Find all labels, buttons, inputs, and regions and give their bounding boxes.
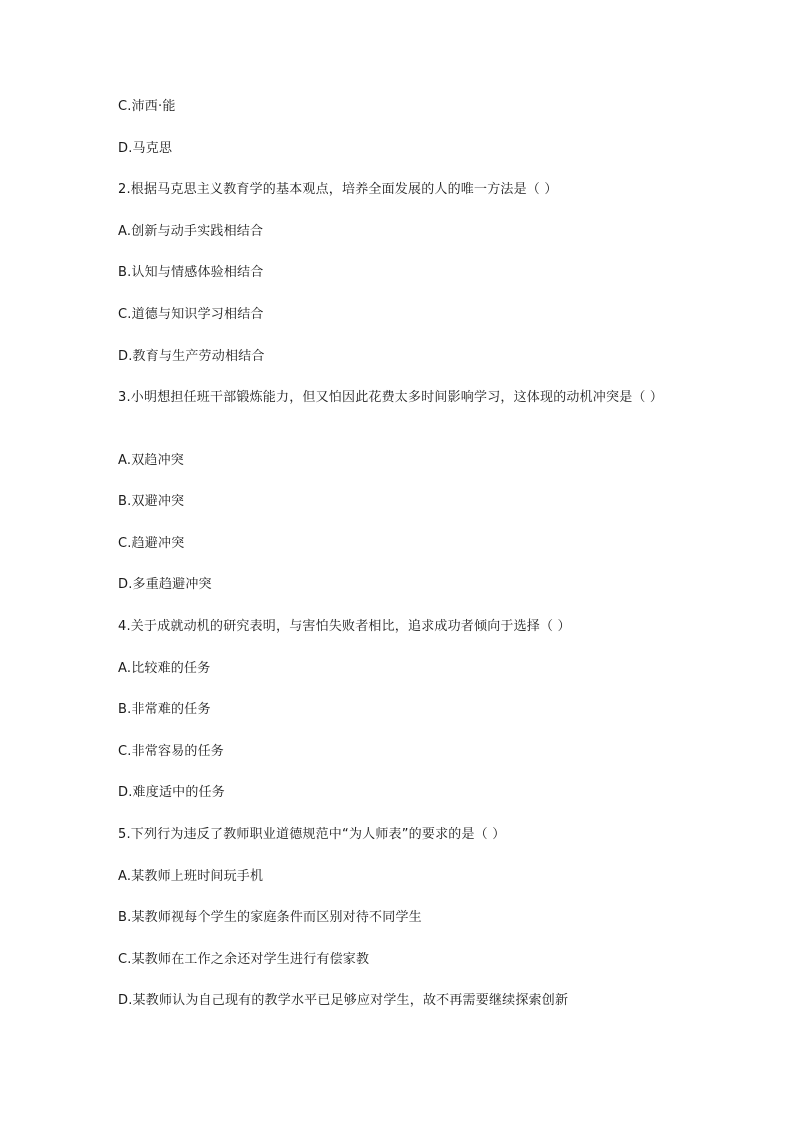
option-a-q5: A.某教师上班时间玩手机 [118,869,264,884]
option-d-q1: D.马克思 [118,141,173,156]
option-b-q3: B.双避冲突 [118,494,185,509]
option-c-q2: C.道德与知识学习相结合 [118,307,264,322]
option-a-q3: A.双趋冲突 [118,453,184,468]
option-c-q3: C.趋避冲突 [118,536,185,551]
option-c-q5: C.某教师在工作之余还对学生进行有偿家教 [118,952,370,967]
question-3: 3.小明想担任班干部锻炼能力，但又怕因此花费太多时间影响学习，这体现的动机冲突是（ ） [118,390,664,405]
option-c-q4: C.非常容易的任务 [118,744,225,759]
option-a-q2: A.创新与动手实践相结合 [118,224,264,239]
option-d-q4: D.难度适中的任务 [118,785,225,800]
option-d-q3: D.多重趋避冲突 [118,577,212,592]
question-4: 4.关于成就动机的研究表明，与害怕失败者相比，追求成功者倾向于选择（ ） [118,619,571,634]
option-c-q1: C.沛西·能 [118,99,176,114]
option-b-q5: B.某教师视每个学生的家庭条件而区别对待不同学生 [118,910,422,925]
option-d-q5: D.某教师认为自己现有的教学水平已足够应对学生，故不再需要继续探索创新 [118,993,569,1008]
option-a-q4: A.比较难的任务 [118,661,211,676]
option-b-q2: B.认知与情感体验相结合 [118,265,264,280]
option-d-q2: D.教育与生产劳动相结合 [118,349,265,364]
question-5: 5.下列行为违反了教师职业道德规范中“为人师表”的要求的是（ ） [118,827,506,842]
option-b-q4: B.非常难的任务 [118,702,211,717]
question-2: 2.根据马克思主义教育学的基本观点，培养全面发展的人的唯一方法是（ ） [118,182,558,197]
